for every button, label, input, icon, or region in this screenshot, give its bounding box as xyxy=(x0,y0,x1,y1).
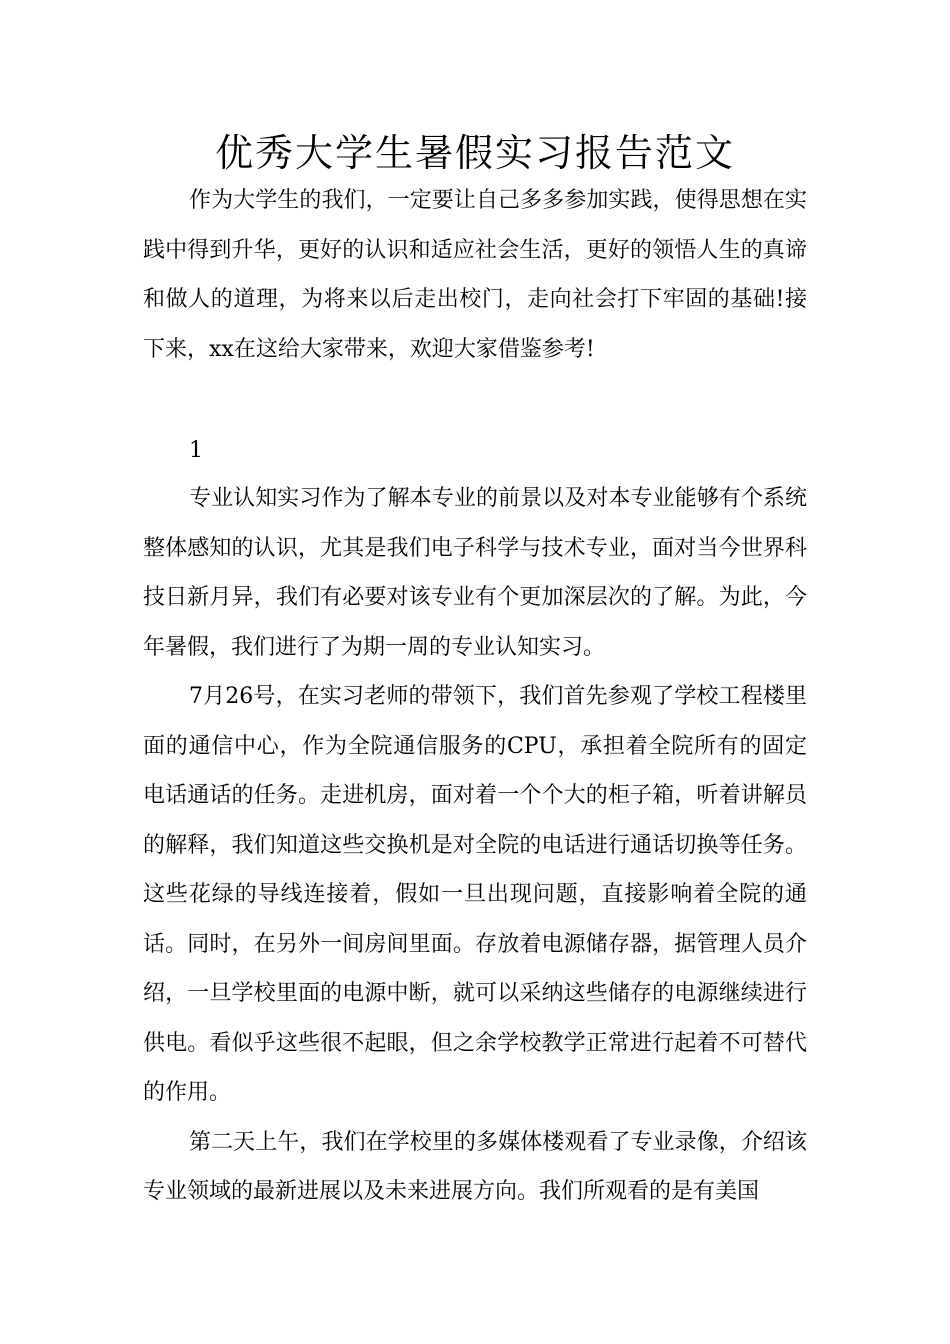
intro-paragraph: 作为大学生的我们，一定要让自己多多参加实践，使得思想在实践中得到升华，更好的认识和适应社会生活，更好的领悟人生的真谛和做人的道理，为将来以后走出校门，走向社会打下牢固的基础!接下来，xx在这给大家带来，欢迎大家借鉴参考! xyxy=(143,188,807,362)
section-number: 1 xyxy=(189,438,203,463)
document-title: 优秀大学生暑假实习报告范文 xyxy=(214,131,735,175)
intro-block xyxy=(143,176,807,374)
main-body xyxy=(143,474,807,1217)
body-paragraph: 7月26号，在实习老师的带领下，我们首先参观了学校工程楼里面的通信中心，作为全院通信服务的CPU，承担着全院所有的固定电话通话的任务。走进机房，面对着一个个大的柜子箱，听着讲解员的解释，我们知道这些交换机是对全院的电话进行通话切换等任务。这些花绿的导线连接着，假如一旦出现问题，直接影响着全院的通话。同时，在另外一间房间里面。存放着电源储存器，据管理人员介绍，一旦学校里面的电源中断，就可以采纳这些储存的电源继续进行供电。看似乎这些很不起眼，但之余学校教学正常进行起着不可替代的作用。 xyxy=(143,684,807,1105)
section-number-block xyxy=(143,426,807,476)
body-paragraph: 第二天上午，我们在学校里的多媒体楼观看了专业录像，介绍该专业领域的最新进展以及未来进展方向。我们所观看的是有美国 xyxy=(143,1129,807,1204)
body-paragraph: 专业认知实习作为了解本专业的前景以及对本专业能够有个系统整体感知的认识，尤其是我们电子科学与技术专业，面对当今世界科技日新月异，我们有必要对该专业有个更加深层次的了解。为此，今年暑假，我们进行了为期一周的专业认知实习。 xyxy=(143,486,807,660)
